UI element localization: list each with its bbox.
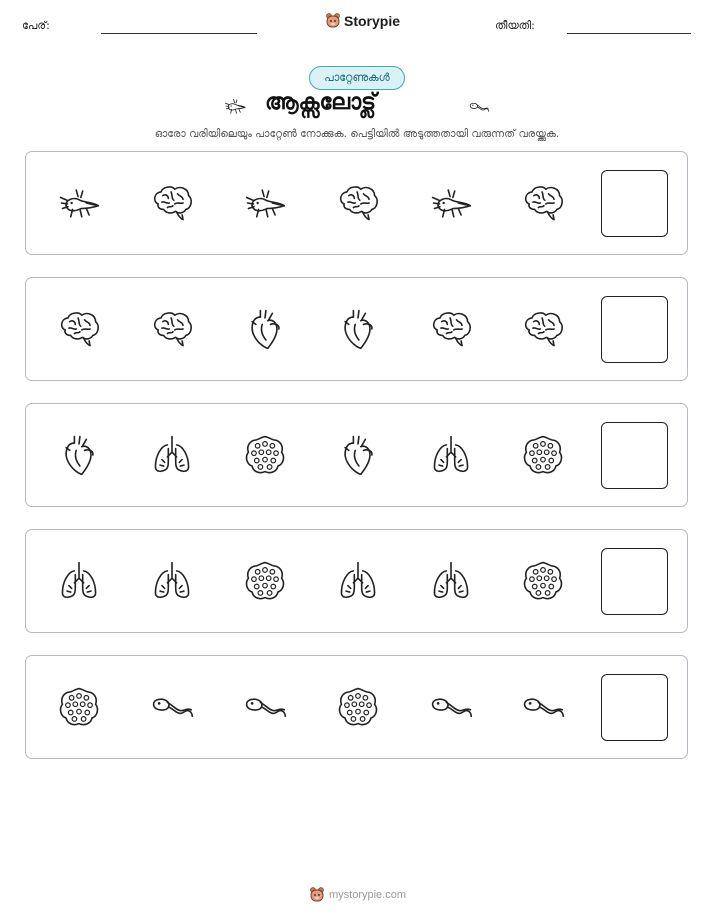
pattern-item [242, 558, 288, 604]
pattern-item [242, 684, 288, 730]
tadpole-icon [463, 96, 495, 118]
pattern-item [242, 432, 288, 478]
pattern-item [56, 558, 102, 604]
pattern-row [25, 655, 688, 759]
pattern-row [25, 277, 688, 381]
egg-cluster-icon [520, 558, 566, 604]
date-line[interactable] [567, 33, 691, 34]
answer-box[interactable] [601, 674, 668, 741]
brain-icon [149, 306, 195, 352]
pattern-item [149, 558, 195, 604]
brain-icon [149, 180, 195, 226]
lungs-icon [335, 558, 381, 604]
lungs-icon [56, 558, 102, 604]
pattern-item [428, 306, 474, 352]
pattern-item [56, 180, 102, 226]
pattern-row [25, 151, 688, 255]
brain-icon [428, 306, 474, 352]
pattern-item [520, 432, 566, 478]
pattern-item [335, 180, 381, 226]
pattern-item [149, 684, 195, 730]
heart-icon [242, 306, 288, 352]
egg-cluster-icon [242, 558, 288, 604]
pattern-item [56, 684, 102, 730]
pattern-item [428, 558, 474, 604]
answer-box[interactable] [601, 170, 668, 237]
footer [309, 886, 406, 904]
pattern-item [428, 684, 474, 730]
pattern-item [149, 432, 195, 478]
pattern-row [25, 529, 688, 633]
brain-icon [520, 180, 566, 226]
instructions: ഓരോ വരിയിലെയും പാറ്റേൺ നോക്കുക. പെട്ടിയിൽ അടുത്തതായി വരുന്നത് വരയ്ക്കുക. [154, 128, 560, 140]
brand-logo [325, 12, 400, 30]
brain-icon [56, 306, 102, 352]
pattern-item [242, 306, 288, 352]
lungs-icon [149, 558, 195, 604]
egg-cluster-icon [520, 432, 566, 478]
axolotl-icon [220, 94, 250, 118]
tadpole-icon [428, 684, 474, 730]
pattern-item [56, 432, 102, 478]
pattern-item [520, 684, 566, 730]
lungs-icon [428, 432, 474, 478]
date-label: തീയതി: [495, 19, 535, 32]
pattern-item [335, 306, 381, 352]
pattern-row [25, 403, 688, 507]
heart-icon [335, 306, 381, 352]
storypie-mascot-icon [325, 12, 341, 30]
egg-cluster-icon [335, 684, 381, 730]
axolotl-icon [428, 180, 474, 226]
pattern-item [335, 558, 381, 604]
pattern-item [149, 306, 195, 352]
pattern-item [56, 306, 102, 352]
answer-box[interactable] [601, 296, 668, 363]
lungs-icon [149, 432, 195, 478]
pattern-item [242, 180, 288, 226]
pattern-item [520, 558, 566, 604]
pattern-item [520, 306, 566, 352]
tadpole-icon [149, 684, 195, 730]
tadpole-icon [520, 684, 566, 730]
name-line[interactable] [101, 33, 257, 34]
footer-url: mystorypie.com [329, 889, 407, 901]
brain-icon [520, 306, 566, 352]
pattern-item [149, 180, 195, 226]
answer-box[interactable] [601, 422, 668, 489]
egg-cluster-icon [56, 684, 102, 730]
brain-icon [335, 180, 381, 226]
storypie-mascot-icon [309, 886, 325, 904]
pattern-item [335, 684, 381, 730]
title-row [0, 90, 714, 124]
brand-name: Storypie [344, 13, 401, 29]
topic-badge: പാറ്റേണുകൾ [309, 66, 405, 90]
tadpole-icon [242, 684, 288, 730]
pattern-item [520, 180, 566, 226]
lungs-icon [428, 558, 474, 604]
answer-box[interactable] [601, 548, 668, 615]
heart-icon [335, 432, 381, 478]
pattern-item [335, 432, 381, 478]
page-title: ആക്സലോട്ല് [265, 90, 377, 115]
heart-icon [56, 432, 102, 478]
pattern-item [428, 180, 474, 226]
name-label: പേര്: [22, 19, 50, 32]
pattern-item [428, 432, 474, 478]
egg-cluster-icon [242, 432, 288, 478]
axolotl-icon [242, 180, 288, 226]
axolotl-icon [56, 180, 102, 226]
